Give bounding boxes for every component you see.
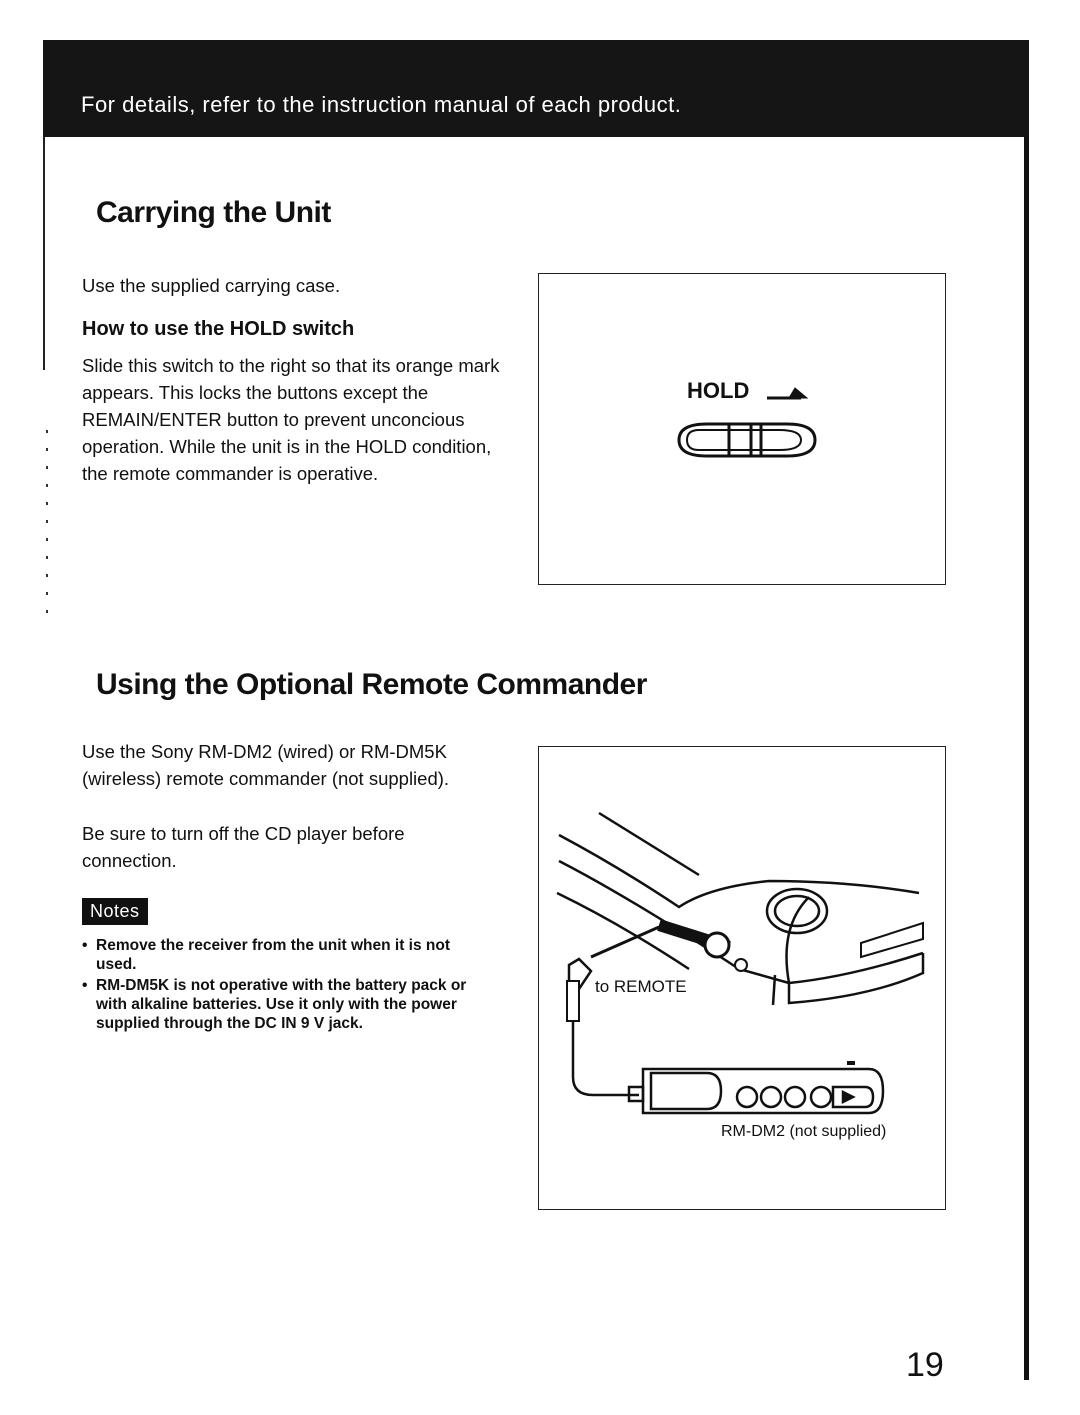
jack-label: to REMOTE <box>595 977 687 996</box>
hold-figure-label: HOLD <box>687 378 750 403</box>
banner-text: For details, refer to the instruction manual of each product. <box>81 92 682 117</box>
section-title-carrying: Carrying the Unit <box>96 196 331 229</box>
page-number: 19 <box>906 1346 944 1384</box>
notes-list <box>82 936 482 1035</box>
hold-switch-illustration <box>539 274 947 586</box>
header-banner <box>43 40 1029 137</box>
hold-switch-text: Slide this switch to the right so that its orange mark appears. This locks the buttons except the REMAIN/ENTER button to prevent unconcious operation. While the unit is in the HOLD condition, the remote commander is operative. <box>82 355 500 484</box>
remote-commander-icon <box>629 1063 883 1113</box>
remote-commander-figure <box>538 746 946 1210</box>
section-title-remote: Using the Optional Remote Commander <box>96 668 647 701</box>
remote-connection-text: Be sure to turn off the CD player before connection. <box>82 823 405 871</box>
hold-arrow-icon <box>767 388 807 398</box>
remote-text: Use the Sony RM-DM2 (wired) or RM-DM5K (wireless) remote commander (not supplied). <box>82 741 450 789</box>
notes-label: Notes <box>82 898 148 925</box>
page-frame-dotted <box>46 430 48 620</box>
hold-switch-icon <box>679 424 815 456</box>
remote-model-label: RM-DM2 (not supplied) <box>721 1123 887 1140</box>
hold-switch-heading: How to use the HOLD switch <box>82 318 355 340</box>
carrying-intro: Use the supplied carrying case. <box>82 275 341 296</box>
hold-switch-figure <box>538 273 946 585</box>
note-item: • Remove the receiver from the unit when it is not used. <box>82 936 482 974</box>
note-item: • RM-DM5K is not operative with the battery pack or with alkaline batteries. Use it only with the power supplied through the DC IN 9 V jack. <box>82 976 482 1033</box>
page-frame-right <box>1024 40 1029 1380</box>
